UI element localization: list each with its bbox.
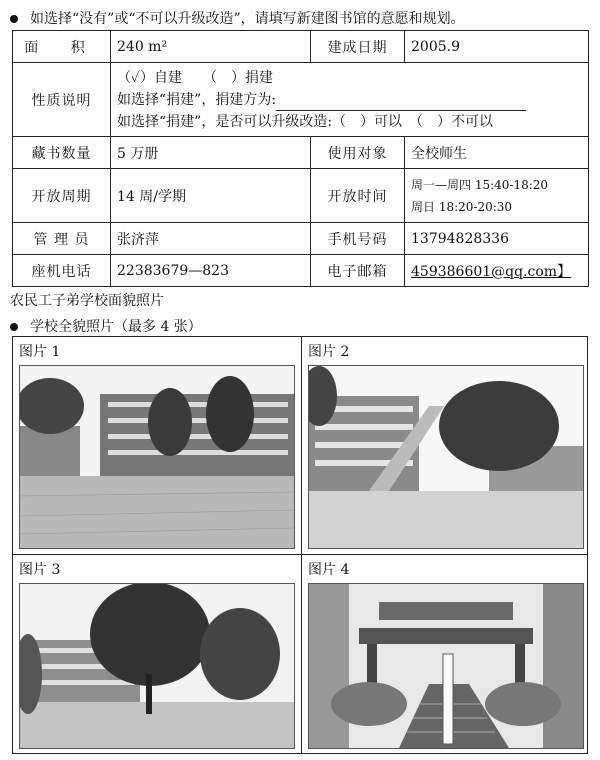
table-row: [13, 255, 589, 287]
period-value: 14 周/学期: [111, 169, 311, 223]
photos-heading-text: 学校全貌照片（最多 4 张）: [30, 319, 202, 335]
photo-cell-2: [302, 337, 589, 554]
library-info-table: [12, 30, 589, 287]
bullet-icon: [10, 323, 18, 331]
manager-label: 管 理 员: [13, 223, 111, 255]
donor-blank-field: [276, 96, 526, 111]
area-label: 面 积: [13, 31, 111, 63]
school-playground-photo: [19, 583, 295, 749]
photo-caption: 农民工子弟学校面貌照片: [10, 293, 164, 309]
table-row: [13, 223, 589, 255]
period-label: 开放周期: [13, 169, 111, 223]
intro-text: 如选择“没有”或“不可以升级改造”，请填写新建图书馆的意愿和规划。: [30, 11, 465, 27]
photo-label: 图片 4: [308, 562, 350, 578]
books-value: 5 万册: [111, 137, 311, 169]
photo-label: 图片 1: [19, 344, 61, 360]
table-row: [13, 63, 589, 137]
table-row: [13, 31, 589, 63]
school-gate-stairs-photo: [308, 583, 584, 749]
photo-cell-1: [13, 337, 301, 554]
photo-label: 图片 2: [308, 344, 350, 360]
photo-label: 图片 3: [19, 562, 61, 578]
users-label: 使用对象: [311, 137, 405, 169]
school-building-photo: [308, 365, 584, 549]
nature-line-2: [117, 89, 582, 111]
table-row: [13, 169, 589, 223]
hours-line-2: 周日 18:20-20:30: [411, 199, 513, 214]
intro-instruction: [10, 8, 465, 28]
photo-cell-3: [13, 555, 301, 755]
phone-label: 座机电话: [13, 255, 111, 287]
manager-value: 张济萍: [111, 223, 311, 255]
photos-heading: [10, 316, 202, 336]
mobile-value: 13794828336: [405, 223, 589, 255]
email-link[interactable]: 459386601@qq.com】: [411, 263, 572, 280]
hours-value: [405, 169, 589, 223]
table-row: [13, 137, 589, 169]
photo-grid: [12, 336, 588, 754]
hours-label: 开放时间: [311, 169, 405, 223]
books-label: 藏书数量: [13, 137, 111, 169]
users-value: 全校师生: [405, 137, 589, 169]
nature-value: [111, 63, 589, 137]
photo-cell-4: [302, 555, 589, 755]
nature-line-3: 如选择“捐建”，是否可以升级改造:（ ）可以 （ ）不可以: [117, 113, 494, 130]
email-value: [405, 255, 589, 287]
build-date-label: 建成日期: [311, 31, 405, 63]
email-label: 电子邮箱: [311, 255, 405, 287]
mobile-label: 手机号码: [311, 223, 405, 255]
build-date-value: 2005.9: [405, 31, 589, 63]
bullet-icon: [10, 15, 18, 23]
nature-line-2-text: 如选择“捐建”，捐建方为:: [117, 91, 277, 108]
phone-value: 22383679—823: [111, 255, 311, 287]
nature-label: 性质说明: [13, 63, 111, 137]
nature-line-1: （✓）自建 （ ）捐建: [117, 69, 274, 86]
area-value: 240 m²: [111, 31, 311, 63]
hours-line-1: 周一—周四 15:40-18:20: [411, 177, 549, 192]
school-courtyard-photo: [19, 365, 295, 549]
